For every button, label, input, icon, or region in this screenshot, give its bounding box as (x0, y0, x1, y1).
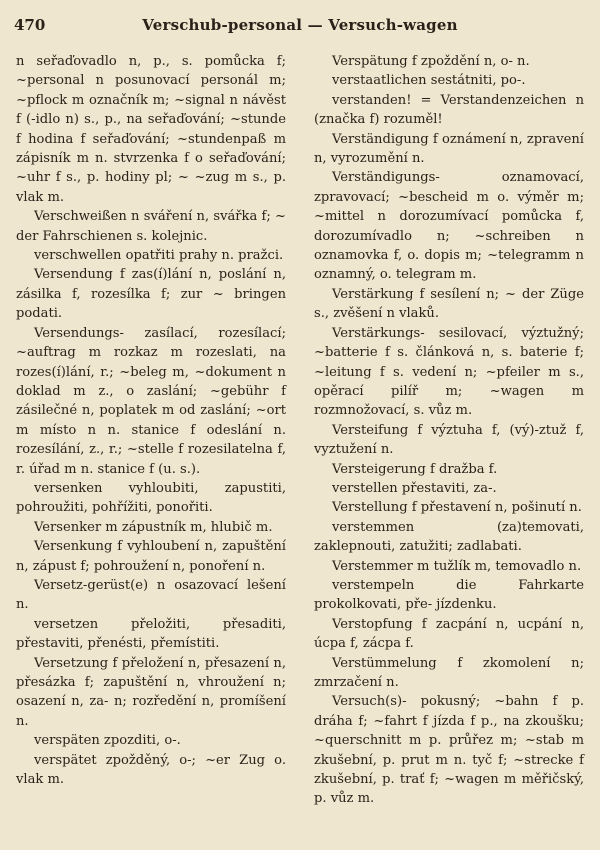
dictionary-entry: Verstellung f přestavení n, pošinutí n. (332, 500, 582, 516)
dictionary-entry: Versenkung f vyhloubení n, zapuštění n, zápust f; pohroužení n, ponoření n. (16, 539, 286, 574)
page-header (14, 12, 586, 38)
dictionary-entry: versenken vyhloubiti, zapustiti, pohroužiti, pohřížiti, ponořiti. (16, 480, 286, 516)
dictionary-entry: Verständigung f oznámení n, zpravení n, vyrozumění n. (314, 131, 584, 167)
dictionary-entry: Versetz-gerüst(e) n osazovací lešení n. (16, 577, 286, 613)
right-column (314, 52, 584, 809)
dictionary-entry: Versteigerung f dražba f. (332, 461, 498, 477)
dictionary-entry: Verspätung f zpoždění n, o- n. (332, 54, 530, 69)
dictionary-entry: Verstümmelung f zkomolení n; zmrzačení n. (314, 655, 584, 690)
dictionary-entry: verstanden! = Verstandenzeichen n (značka f) rozuměl! (314, 92, 584, 128)
dictionary-entry: Versteifung f výztuha f, (vý)-ztuž f, vyztužení n. (314, 422, 584, 458)
dictionary-entry: verspäten zpozditi, o-. (34, 733, 181, 749)
dictionary-entry: Verstärkungs- sesilovací, výztužný; ~batterie f s. článková n, s. baterie f; ~leitung f s. vedení n; ~pfeiler m s., opěrací pilíř m; ~wagen m rozmnožovací, s. vůz m. (314, 325, 584, 419)
dictionary-entry: Verstärkung f sesílení n; ~ der Züge s., zvěšení n vlaků. (314, 286, 584, 322)
running-head: Verschub-personal — Versuch-wagen (142, 16, 458, 34)
page-number: 470 (14, 16, 46, 34)
dictionary-entry: Versetzung f přeložení n, přesazení n, přesázka f; zapuštění n, vhroužení n; osazení n, za- n; rozředění n, promíšení n. (16, 655, 286, 729)
dictionary-entry: Versenker m zápustník m, hlubič m. (34, 519, 273, 535)
dictionary-entry: Verständigungs- oznamovací, zpravovací; ~bescheid m o. výměr m; ~mittel n dorozumívací pomůcka f, dorozumívadlo n; ~schreiben n oznamovka f, o. dopis m; ~telegramm n oznamný, o. telegram m. (314, 170, 584, 283)
dictionary-entry: n seřaďovadlo n, p., s. pomůcka f; ~personal n posunovací personál m; ~pflock m označník m; ~signal n návěst f (-idlo n) s., p., na seřaďování; ~stunde f hodina f seřaďování; ~stundenpaß m zápisník m n. stvrzenka f o seřaďování; ~uhr f s., p. hodiny pl; ~ ~zug m s., p. vlak m. (16, 54, 286, 205)
dictionary-entry: verstellen přestaviti, za-. (332, 480, 497, 496)
dictionary-entry: Verschweißen n sváření n, svářka f; ~ der Fahrschienen s. kolejnic. (16, 209, 286, 244)
dictionary-entry: Versendungs- zasílací, rozesílací; ~auftrag m rozkaz m rozeslati, na rozes(í)lání, r.; ~beleg m, ~dokument n doklad m z., o zaslání; ~gebühr f zásilečné n, poplatek m od zaslání; ~ort m místo n n. stanice f odeslání n. rozesílání, z., r.; ~stelle f rozesilatelna f, r. úřad m n. stanice f (u. s.). (16, 325, 286, 477)
dictionary-entry: verstemmen (za)temovati, zaklepnouti, zatužiti; zadlabati. (314, 519, 584, 555)
dictionary-entry: verschwellen opatřiti prahy n. pražci. (34, 248, 284, 264)
dictionary-entry: verspätet zpožděný, o-; ~er Zug o. vlak m. (16, 752, 286, 788)
dictionary-entry: versetzen přeložiti, přesaditi, přestaviti, přenésti, přemístiti. (16, 616, 286, 652)
dictionary-entry: Versendung f zas(í)lání n, poslání n, zásilka f, rozesílka f; zur ~ bringen podati. (16, 267, 286, 322)
dictionary-entry: verstaatlichen sestátniti, po-. (332, 73, 526, 89)
dictionary-entry: Versuch(s)- pokusný; ~bahn f p. dráha f; ~fahrt f jízda f p., na zkoušku; ~querschnitt m p. průřez m; ~stab m zkušební, p. prut m n. tyč f; ~strecke f zkušební, p. trať f; ~wagen m měřičský, p. vůz m. (314, 694, 584, 807)
dictionary-entry: verstempeln die Fahrkarte prokolkovati, pře- jízdenku. (314, 577, 584, 613)
dictionary-entry: Verstemmer m tužlík m, temovadlo n. (332, 558, 582, 574)
left-column (16, 52, 286, 789)
dictionary-entry: Verstopfung f zacpání n, ucpání n, úcpa f, zácpa f. (314, 616, 584, 652)
